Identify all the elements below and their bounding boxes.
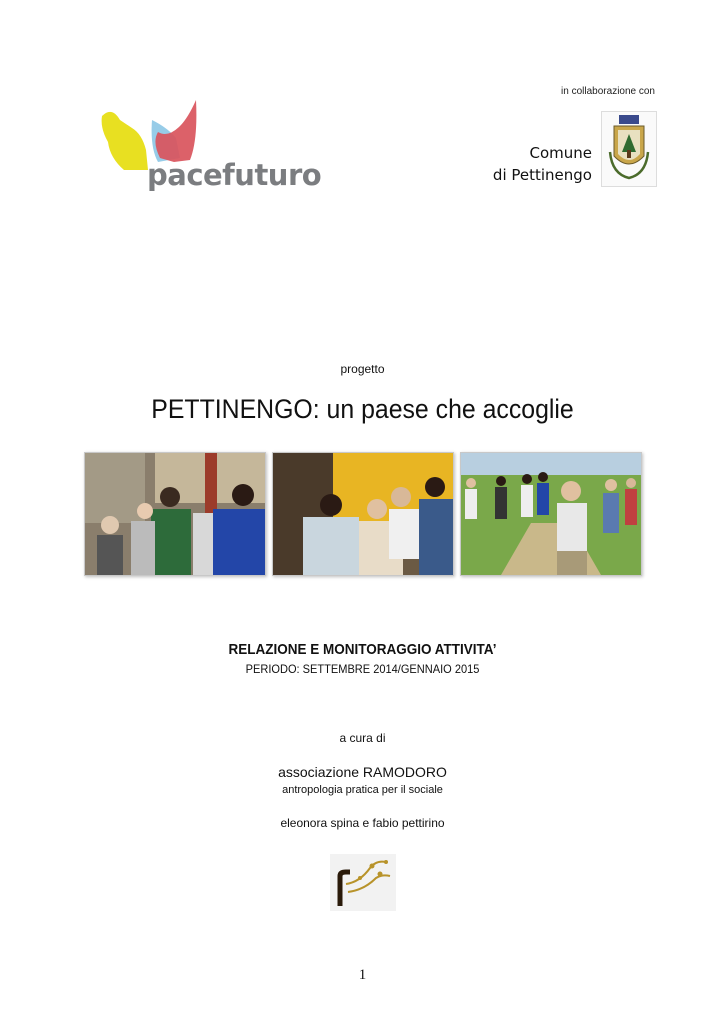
pacefuturo-wordmark: pacefuturo <box>147 158 322 192</box>
collaboration-label: in collaborazione con <box>561 86 655 97</box>
curated-by-label: a cura di <box>339 731 386 745</box>
comune-crest-icon <box>601 111 657 187</box>
comune-line-2: di Pettinengo <box>492 166 592 184</box>
photo-village-meeting <box>272 452 454 576</box>
report-title: RELAZIONE E MONITORAGGIO ATTIVITA’ <box>228 641 497 658</box>
report-period: PERIODO: SETTEMBRE 2014/GENNAIO 2015 <box>245 662 480 676</box>
ramodoro-logo-icon <box>330 854 396 911</box>
photo-group-walk <box>84 452 266 576</box>
comune-name <box>493 142 592 186</box>
page-number: 1 <box>358 967 367 983</box>
photo-strip <box>84 452 642 576</box>
photo-field-hike <box>460 452 642 576</box>
authors: eleonora spina e fabio pettirino <box>280 816 445 830</box>
comune-line-1: Comune <box>529 144 592 162</box>
association-tagline: antropologia pratica per il sociale <box>282 784 443 796</box>
association-name: associazione RAMODORO <box>278 764 447 780</box>
project-label: progetto <box>340 362 385 376</box>
page-title: PETTINENGO: un paese che accoglie <box>151 394 574 424</box>
